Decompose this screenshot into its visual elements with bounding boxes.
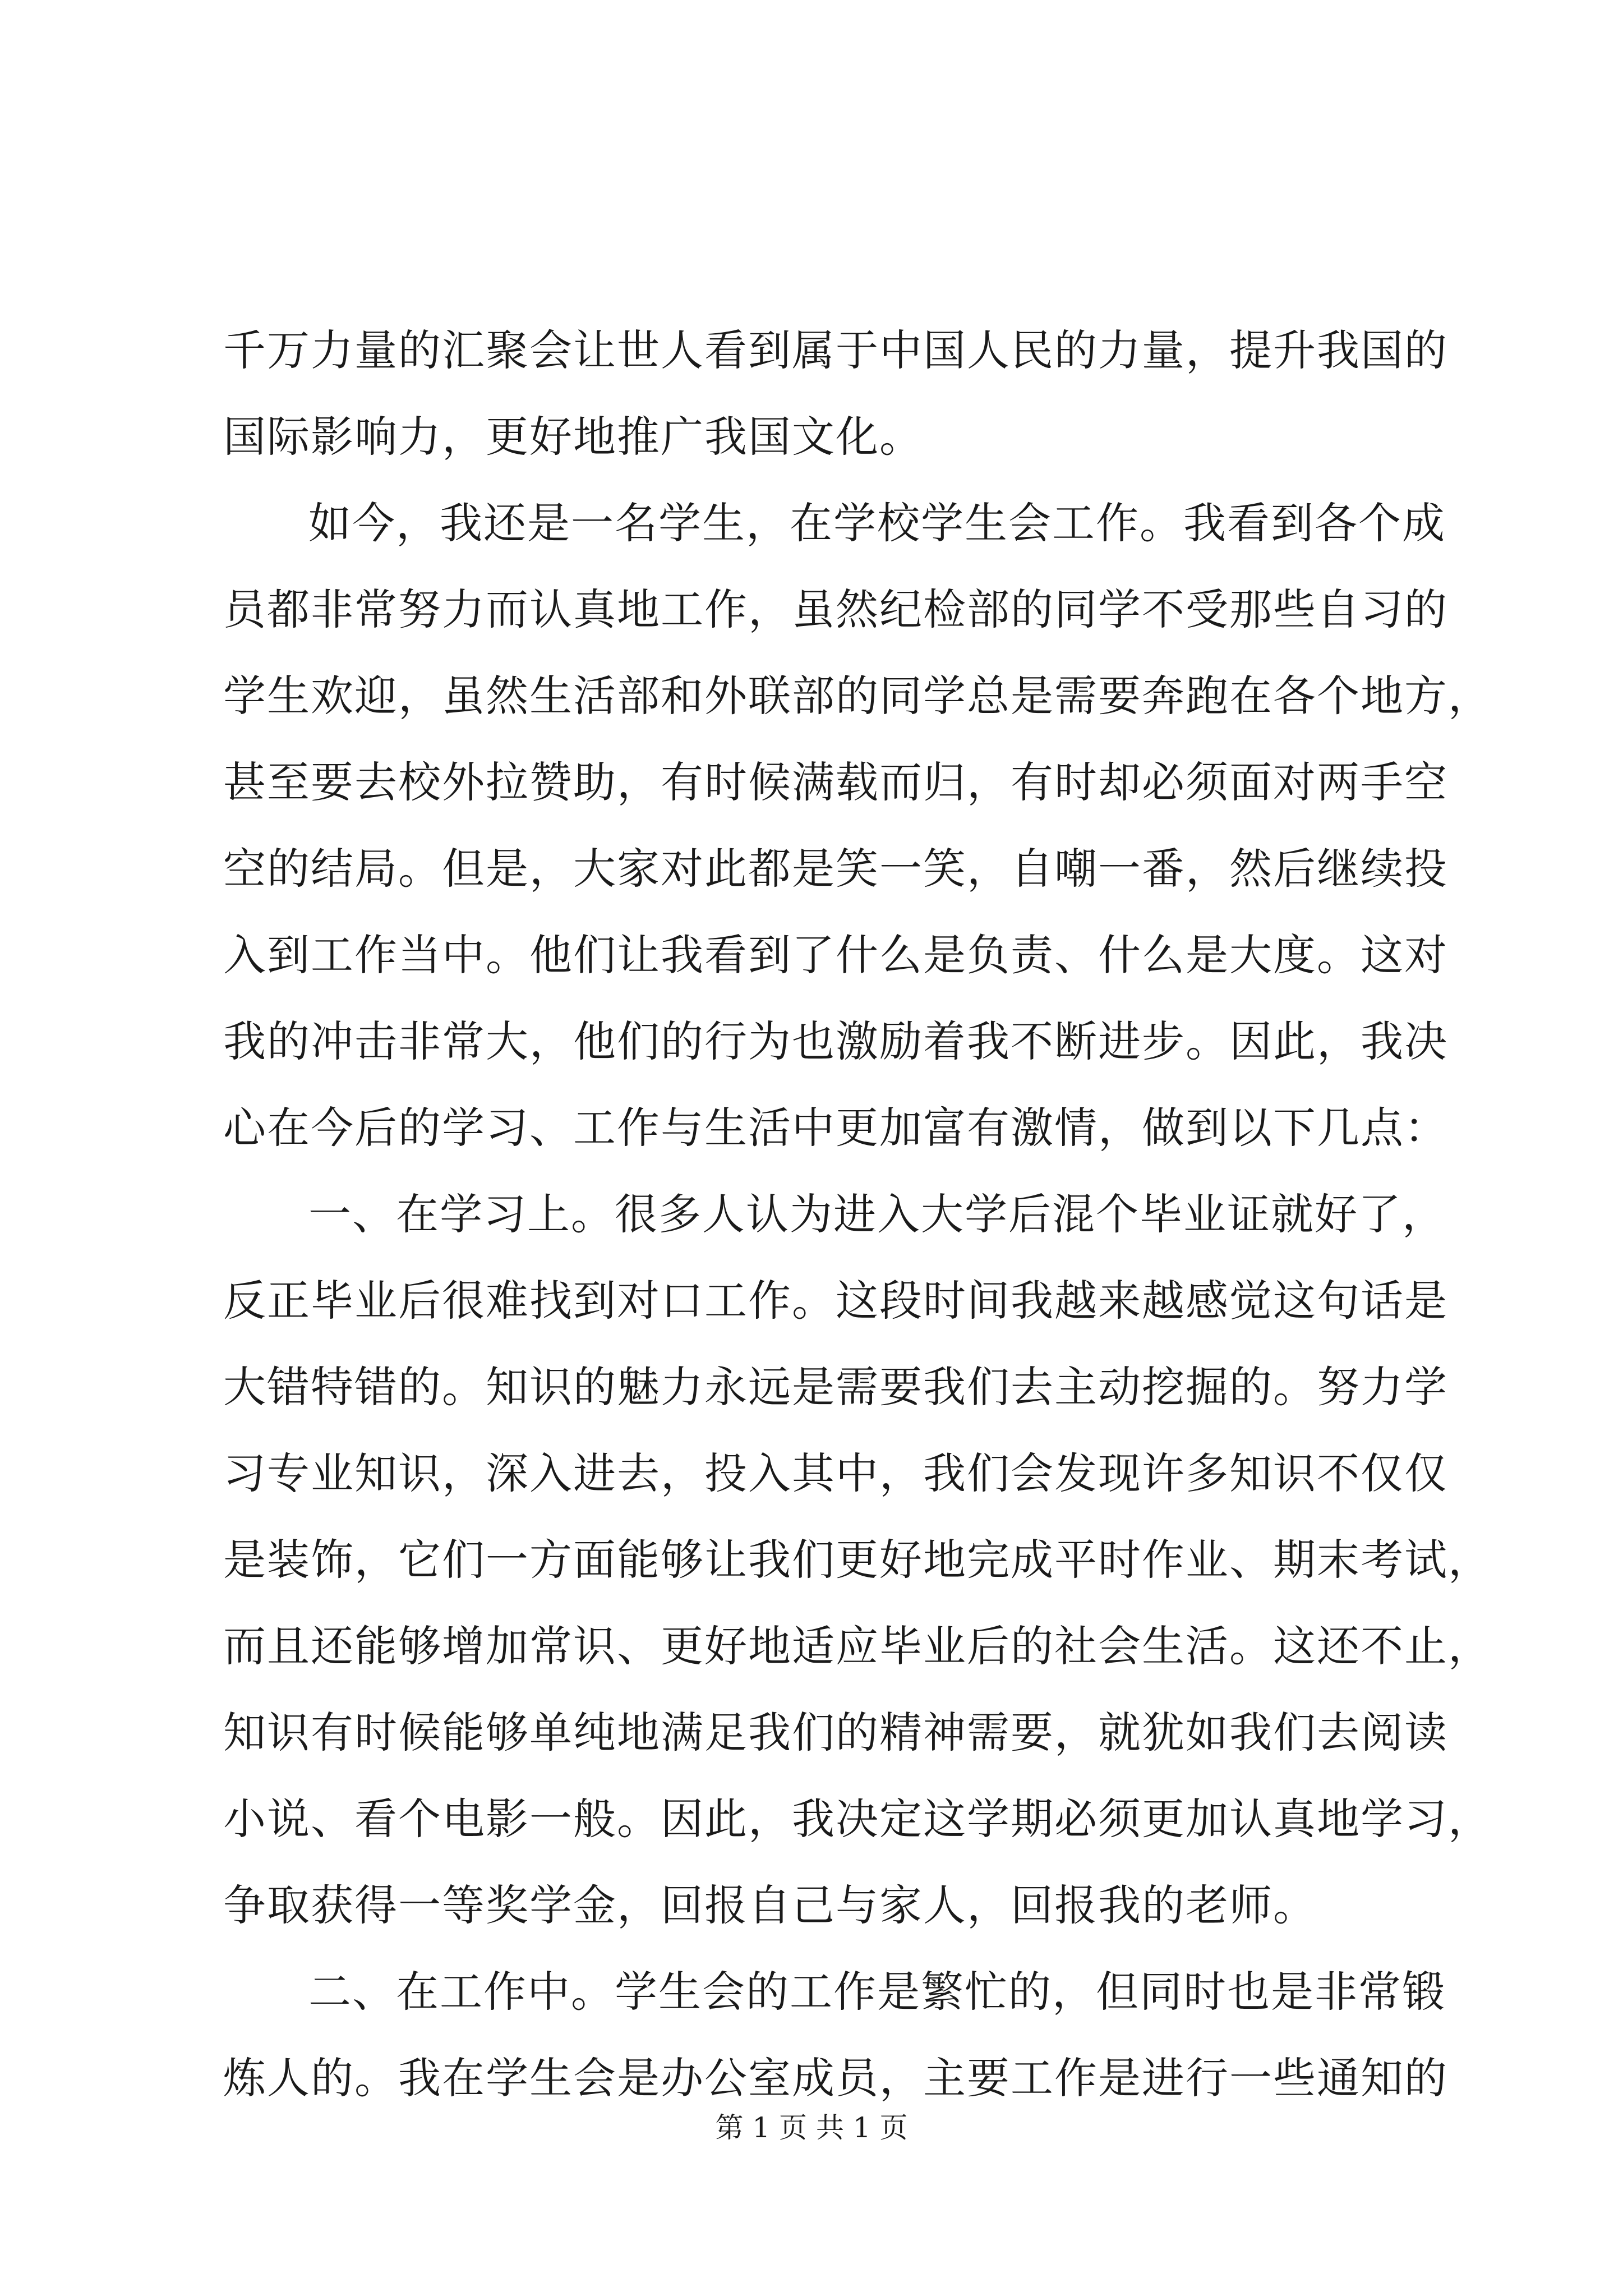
text-line: 炼人的。我在学生会是办公室成员，主要工作是进行一些通知的: [223, 2053, 1448, 2103]
text-line: 员都非常努力而认真地工作，虽然纪检部的同学不受那些自习的: [223, 585, 1448, 634]
text-line: 争取获得一等奖学金，回报自己与家人，回报我的老师。: [223, 1880, 1317, 1930]
text-line: 入到工作当中。他们让我看到了什么是负责、什么是大度。这对: [223, 930, 1448, 980]
text-line: 习专业知识，深入进去，投入其中，我们会发现许多知识不仅仅: [223, 1448, 1448, 1498]
text-line: 是装饰，它们一方面能够让我们更好地完成平时作业、期末考试，: [223, 1535, 1492, 1585]
text-line: 空的结局。但是，大家对此都是笑一笑，自嘲一番，然后继续投: [223, 844, 1448, 894]
document-body: [223, 307, 1492, 2122]
text-line: 小说、看个电影一般。因此，我决定这学期必须更加认真地学习，: [223, 1794, 1492, 1844]
text-line: 学生欢迎，虽然生活部和外联部的同学总是需要奔跑在各个地方，: [223, 671, 1492, 721]
text-line: 一、在学习上。很多人认为进入大学后混个毕业证就好了，: [308, 1189, 1446, 1239]
text-line: 如今，我还是一名学生，在学校学生会工作。我看到各个成: [308, 498, 1446, 548]
text-line: 心在今后的学习、工作与生活中更加富有激情，做到以下几点：: [223, 1103, 1448, 1153]
text-line: 千万力量的汇聚会让世人看到属于中国人民的力量，提升我国的: [223, 325, 1448, 375]
text-line: 知识有时候能够单纯地满足我们的精神需要，就犹如我们去阅读: [223, 1708, 1448, 1757]
text-line: 反正毕业后很难找到对口工作。这段时间我越来越感觉这句话是: [223, 1276, 1448, 1326]
text-line: 二、在工作中。学生会的工作是繁忙的，但同时也是非常锻: [308, 1967, 1446, 2017]
text-line: 我的冲击非常大，他们的行为也激励着我不断进步。因此，我决: [223, 1016, 1448, 1066]
text-line: 大错特错的。知识的魅力永远是需要我们去主动挖掘的。努力学: [223, 1362, 1448, 1412]
text-line: 甚至要去校外拉赞助，有时候满载而归，有时却必须面对两手空: [223, 757, 1448, 807]
text-line: 国际影响力，更好地推广我国文化。: [223, 412, 923, 462]
text-line: 而且还能够增加常识、更好地适应毕业后的社会生活。这还不止，: [223, 1621, 1492, 1671]
page-number-footer: 第 1 页 共 1 页: [715, 2111, 908, 2144]
